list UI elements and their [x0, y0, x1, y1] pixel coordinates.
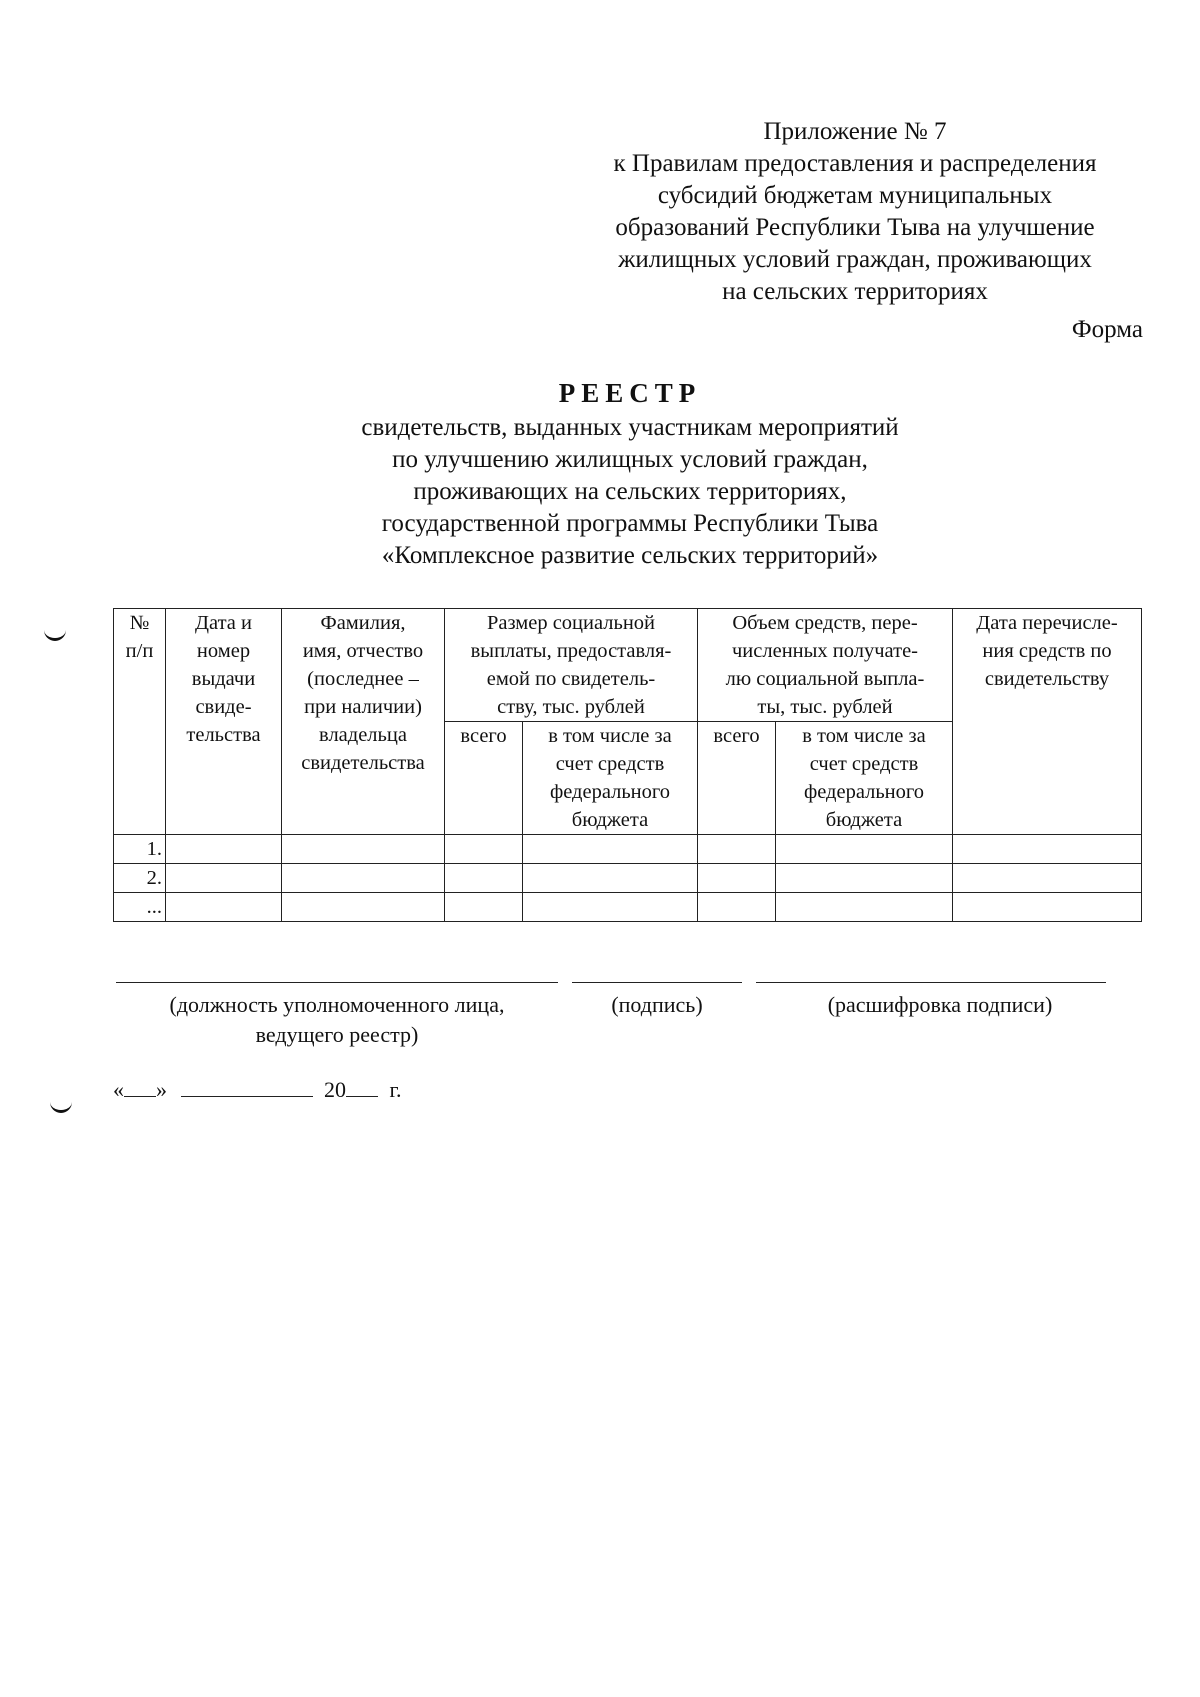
signature-caption: (подпись) [611, 992, 703, 1017]
table-cell [282, 835, 445, 864]
header-total-funds: всего [698, 722, 776, 835]
scan-mark [44, 628, 66, 641]
registry-table [113, 608, 1142, 922]
table-cell [698, 864, 776, 893]
decoding-signature-line [756, 982, 1106, 983]
row-number: 1. [114, 835, 166, 864]
table-cell [953, 864, 1142, 893]
table-cell [166, 835, 282, 864]
date-close-quote: » [156, 1077, 167, 1102]
document-subtitle [0, 412, 1200, 572]
table-cell [776, 893, 953, 922]
date-open-quote: « [113, 1077, 124, 1102]
year-prefix: 20 [324, 1077, 346, 1102]
table-cell [166, 864, 282, 893]
month-blank [181, 1074, 313, 1097]
appendix-line: к Правилам предоставления и распределения [613, 150, 1097, 177]
form-label: Форма [1071, 316, 1143, 343]
table-cell [776, 835, 953, 864]
header-owner: Фамилия, имя, отчество (последнее – при наличии) владельца свидетельства [282, 609, 445, 835]
table-row [114, 835, 1142, 864]
table-cell [523, 893, 698, 922]
row-number: 2. [114, 864, 166, 893]
header-transfer-date: Дата перечисле- ния средств по свидетельству [953, 609, 1142, 835]
header-funds-volume: Объем средств, пере- численных получате- лю социальной выпла- ты, тыс. рублей [698, 609, 953, 722]
day-blank [124, 1074, 156, 1097]
appendix-line: жилищных условий граждан, проживающих [618, 246, 1092, 273]
table-cell [953, 835, 1142, 864]
decoding-caption: (расшифровка подписи) [827, 992, 1053, 1017]
header-num: № п/п [114, 609, 166, 835]
table-cell [523, 864, 698, 893]
row-number: ... [114, 893, 166, 922]
position-caption: (должность уполномоченного лица, ведущего реестр) [169, 992, 505, 1047]
header-date-number: Дата и номер выдачи свиде- тельства [166, 609, 282, 835]
table-row [114, 864, 1142, 893]
header-federal-funds: в том числе за счет средств федерального бюджета [776, 722, 953, 835]
table-cell [282, 864, 445, 893]
scan-mark [50, 1100, 72, 1113]
table-cell [166, 893, 282, 922]
subtitle-line: проживающих на сельских территориях, [413, 478, 847, 505]
appendix-line: на сельских территориях [722, 278, 988, 305]
table-cell [953, 893, 1142, 922]
table-cell [523, 835, 698, 864]
table-cell [445, 893, 523, 922]
table-cell [698, 893, 776, 922]
table-cell [282, 893, 445, 922]
appendix-header [560, 116, 1150, 308]
appendix-line: субсидий бюджетам муниципальных [657, 182, 1053, 209]
header-payment-size: Размер социальной выплаты, предоставля- емой по свидетель- ству, тыс. рублей [445, 609, 698, 722]
table-cell [698, 835, 776, 864]
header-federal-payment: в том числе за счет средств федерального бюджета [523, 722, 698, 835]
year-suffix: г. [389, 1077, 402, 1102]
position-signature-line [116, 982, 558, 983]
appendix-line: Приложение № 7 [763, 118, 947, 145]
date-line [113, 1074, 402, 1105]
appendix-line: образований Республики Тыва на улучшение [615, 214, 1095, 241]
subtitle-line: «Комплексное развитие сельских территорий» [381, 542, 879, 569]
subtitle-line: свидетельств, выданных участникам мероприятий [361, 414, 899, 441]
table-cell [445, 835, 523, 864]
subtitle-line: по улучшению жилищных условий граждан, [392, 446, 868, 473]
table-cell [776, 864, 953, 893]
table-row [114, 893, 1142, 922]
year-blank [346, 1074, 378, 1097]
table-cell [445, 864, 523, 893]
header-total-payment: всего [445, 722, 523, 835]
document-title: РЕЕСТР [558, 378, 702, 408]
subtitle-line: государственной программы Республики Тыва [381, 510, 879, 537]
signature-line [572, 982, 742, 983]
